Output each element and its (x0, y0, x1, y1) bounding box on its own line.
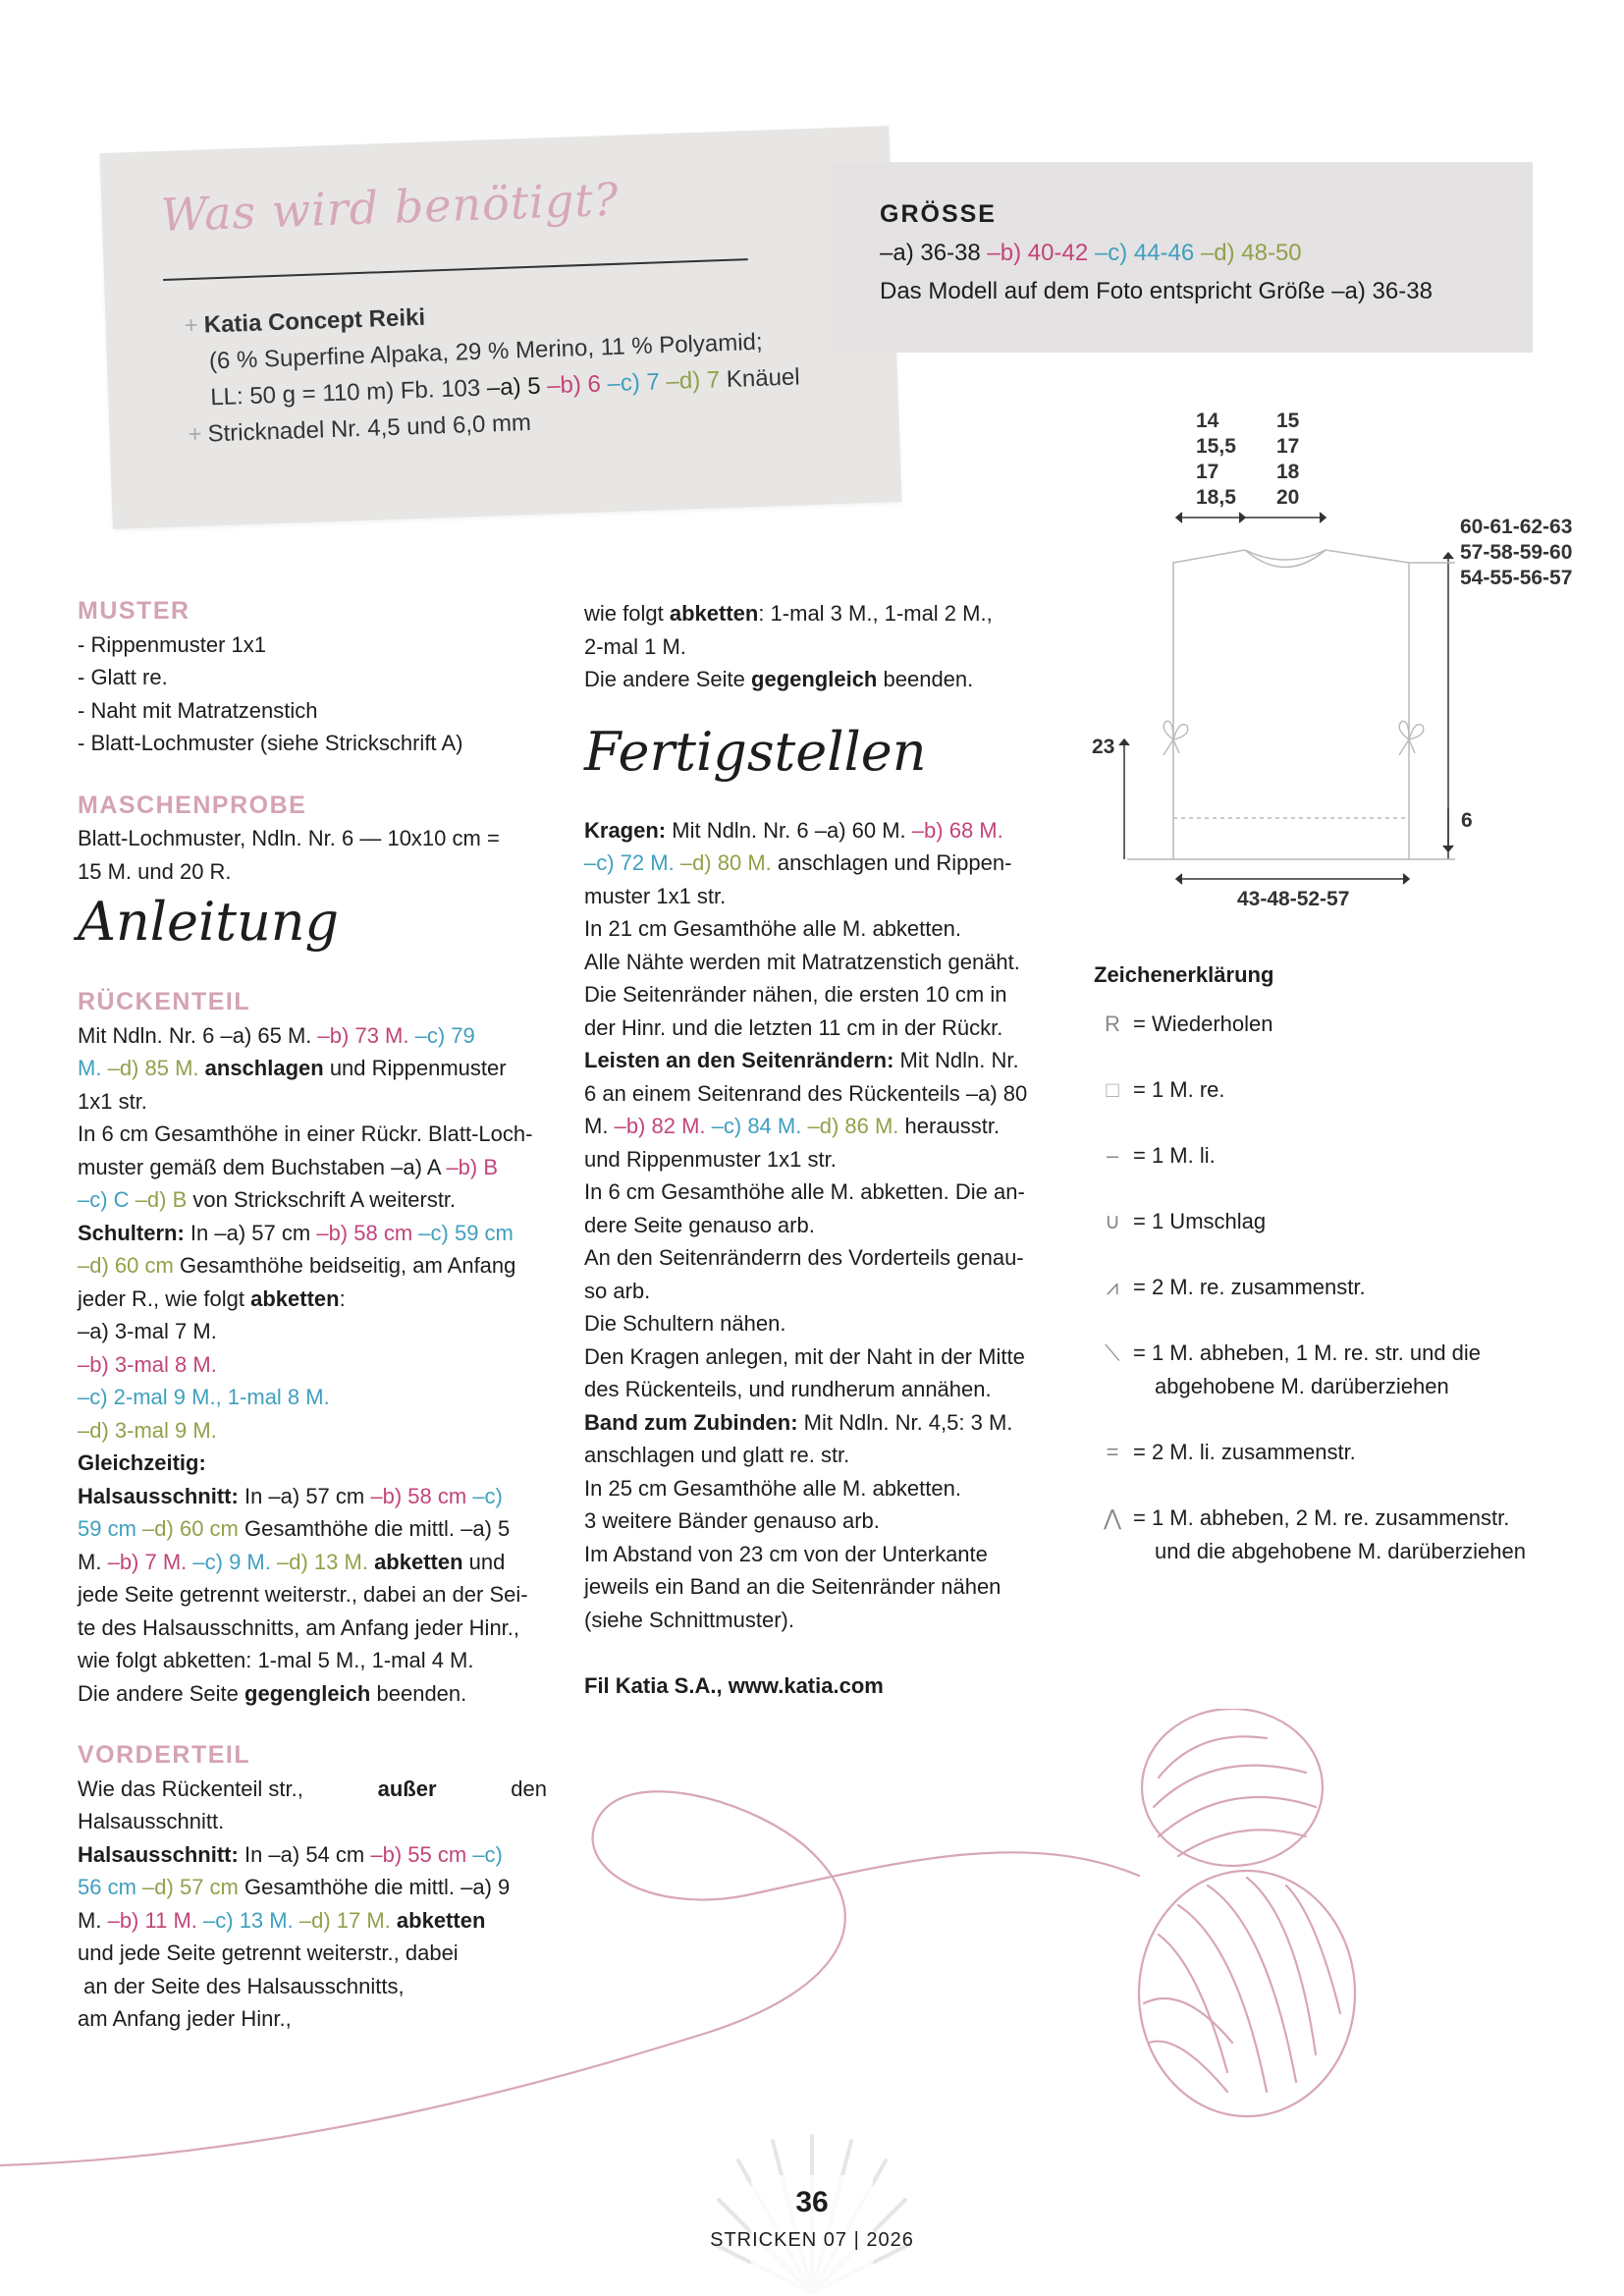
text-line: Leisten an den Seitenrändern: Mit Ndln. Nr. (584, 1048, 1019, 1072)
legend-text: = 2 M. re. zusammenstr. (1133, 1275, 1366, 1299)
text-line: In 25 cm Gesamthöhe alle M. abketten. (584, 1475, 961, 1501)
neck-label-b: 15,5 (1196, 435, 1236, 458)
k2tog-icon: ⩘ (1106, 1275, 1119, 1299)
text-line: wie folgt abketten: 1-mal 5 M., 1-mal 4 M. (78, 1648, 474, 1672)
text-line: jeweils ein Band an die Seitenränder nähen (584, 1574, 1001, 1599)
text-line: (siehe Schnittmuster). (584, 1607, 794, 1632)
muster-heading: MUSTER (78, 597, 190, 625)
text-line: Den Kragen anlegen, mit der Naht in der Mitte (584, 1343, 1025, 1369)
materials-list (184, 286, 801, 453)
maschenprobe-line: 15 M. und 20 R. (78, 858, 232, 884)
yarn-b: –b) 6 (546, 370, 602, 400)
size-box (833, 162, 1533, 353)
text-line: Im Abstand von 23 cm von der Unterkante (584, 1541, 988, 1566)
materials-card (100, 126, 902, 529)
shoulder-label-d: 20 (1276, 486, 1300, 509)
purl-dash-icon: – (1106, 1143, 1119, 1168)
text-line: und Rippenmuster 1x1 str. (584, 1146, 837, 1172)
length-label-1: 60-61-62-63 (1460, 516, 1573, 538)
text-line: 3 weitere Bänder genauso arb. (584, 1508, 880, 1533)
text-line: und jede Seite getrennt weiterstr., dabei (78, 1941, 459, 1965)
shoulder-label-a: 15 (1276, 410, 1300, 432)
legend-text: = 1 M. re. (1133, 1077, 1225, 1102)
text-line: jede Seite getrennt weiterstr., dabei an der Sei- (78, 1582, 528, 1607)
size-b: –b) 40-42 (987, 240, 1089, 266)
yarn-ball-bottom (1139, 1871, 1355, 2116)
text-line: 2-mal 1 M. (584, 633, 686, 659)
legend-text-line2: und die abgehobene M. darüberziehen (1155, 1539, 1526, 1563)
sk2p-icon: ⋀ (1103, 1505, 1122, 1530)
needle-info: Stricknadel Nr. 4,5 und 6,0 mm (207, 409, 532, 448)
legend-text: = 1 M. li. (1133, 1143, 1216, 1168)
credit-line: Fil Katia S.A., www.katia.com (584, 1673, 884, 1698)
muster-item: - Naht mit Matratzenstich (78, 697, 318, 723)
legend-item-repeat (1094, 1008, 1604, 1041)
yarn-name: Katia Concept Reiki (203, 303, 426, 339)
length-label-3: 54-55-56-57 (1460, 567, 1573, 589)
text-line: Alle Nähte werden mit Matratzenstich genäht. (584, 949, 1020, 974)
text-line: anschlagen und glatt re. str. (584, 1443, 850, 1467)
yarn-unit: Knäuel (726, 363, 801, 394)
length-label-2: 57-58-59-60 (1460, 541, 1573, 564)
legend-text: = 1 Umschlag (1133, 1209, 1267, 1233)
yarn-a: –a) 5 (486, 372, 542, 402)
fertigstellen-title: Fertigstellen (584, 720, 927, 783)
text-line: Wie das Rückenteil str., außer den (78, 1776, 547, 1801)
text-line: Schultern: In –a) 57 cm –b) 58 cm –c) 59 cm (78, 1220, 514, 1245)
size-list (880, 234, 1433, 272)
yarn-c: –c) 7 (607, 368, 661, 398)
legend-item-sk2p (1094, 1502, 1604, 1568)
neck-label-c: 17 (1196, 461, 1219, 483)
text-line: M. –b) 82 M. –c) 84 M. –d) 86 M. herausstr. (584, 1114, 1001, 1138)
text-line: Mit Ndln. Nr. 6 –a) 65 M. –b) 73 M. –c) 79 (78, 1022, 475, 1048)
p2tog-icon: = (1106, 1440, 1119, 1464)
text-line: so arb. (584, 1278, 651, 1303)
size-note: Das Modell auf dem Foto entspricht Größe –a) 36-38 (880, 278, 1433, 304)
muster-item: - Blatt-Lochmuster (siehe Strickschrift A) (78, 731, 463, 755)
size-a: –a) 36-38 (880, 240, 981, 266)
yarn-composition: (6 % Superfine Alpaka, 29 % Merino, 11 % Polyamid; (208, 328, 764, 375)
legend-item-skp (1094, 1337, 1604, 1403)
vorderteil-heading: VORDERTEIL (78, 1741, 251, 1769)
legend-text (1133, 1337, 1481, 1403)
text-line: te des Halsausschnitts, am Anfang jeder Hinr., (78, 1614, 520, 1640)
text-line: Gleichzeitig: (78, 1450, 206, 1475)
text-line: 59 cm –d) 60 cm Gesamthöhe die mittl. –a) 5 (78, 1516, 511, 1541)
size-heading: GRÖSSE (880, 200, 997, 228)
text-line: Die Seitenränder nähen, die ersten 10 cm in (584, 982, 1007, 1007)
text-line: wie folgt abketten: 1-mal 3 M., 1-mal 2 M., (584, 601, 993, 626)
text-line: –d) 60 cm Gesamthöhe beidseitig, am Anfang (78, 1253, 516, 1278)
legend-item-p2tog (1094, 1436, 1604, 1469)
legend-text-line2: abgehobene M. darüberziehen (1155, 1374, 1449, 1398)
legend-item-k2tog (1094, 1271, 1604, 1304)
text-line: am Anfang jeder Hinr., (78, 2006, 292, 2031)
legend-title: Zeichenerklärung (1094, 962, 1274, 987)
legend-text: = Wiederholen (1133, 1011, 1273, 1036)
text-line: muster gemäß dem Buchstaben –a) A –b) B (78, 1154, 499, 1179)
text-line: Halsausschnitt: In –a) 54 cm –b) 55 cm –c) (78, 1841, 503, 1867)
legend-text-line1: = 1 M. abheben, 2 M. re. zusammenstr. (1133, 1505, 1510, 1530)
legend-text-line1: = 1 M. abheben, 1 M. re. str. und die (1133, 1340, 1482, 1365)
repeat-symbol-icon: R (1105, 1011, 1120, 1036)
tie-bows (1164, 721, 1424, 755)
shoulder-label-c: 18 (1276, 461, 1300, 483)
text-line: der Hinr. und die letzten 11 cm in der Rückr. (584, 1014, 1003, 1040)
tie-height-label: 23 (1092, 736, 1115, 758)
plus-icon: + (184, 311, 199, 340)
title-underline (163, 258, 748, 281)
text-line: –b) 3-mal 8 M. (78, 1351, 217, 1377)
knit-square-icon: □ (1106, 1077, 1119, 1102)
muster-item: - Rippenmuster 1x1 (78, 631, 266, 657)
shoulder-label-b: 17 (1276, 435, 1300, 458)
size-d: –d) 48-50 (1200, 240, 1302, 266)
text-line: M. –d) 85 M. anschlagen und Rippenmuster (78, 1056, 507, 1080)
text-line: An den Seitenränderrn des Vorderteils genau- (584, 1245, 1024, 1270)
text-line: M. –b) 11 M. –c) 13 M. –d) 17 M. abketten (78, 1907, 486, 1933)
skp-icon: ⟍ (1105, 1340, 1120, 1365)
plus-icon: + (188, 420, 203, 449)
legend-item-purl (1094, 1139, 1604, 1173)
text-line: Die andere Seite gegengleich beenden. (584, 667, 974, 691)
legend-item-knit (1094, 1073, 1604, 1107)
middle-column (584, 597, 1056, 1703)
text-line: In 6 cm Gesamthöhe in einer Rückr. Blatt-Loch- (78, 1121, 533, 1146)
legend-text (1133, 1502, 1526, 1568)
text-line: an der Seite des Halsausschnitts, (78, 1973, 405, 1998)
text-line: M. –b) 7 M. –c) 9 M. –d) 13 M. abketten und (78, 1549, 506, 1574)
text-line: –c) 72 M. –d) 80 M. anschlagen und Rippen- (584, 850, 1012, 875)
text-line: jeder R., wie folgt abketten: (78, 1285, 346, 1311)
legend (1094, 958, 1604, 1568)
yarnover-icon: ∪ (1104, 1209, 1121, 1233)
text-line: Halsausschnitt. (78, 1809, 225, 1833)
yarn-ll: LL: 50 g = 110 m) Fb. 103 (209, 374, 481, 411)
legend-item-yarnover (1094, 1205, 1604, 1238)
text-line: –a) 3-mal 7 M. (78, 1319, 217, 1343)
maschenprobe-heading: MASCHENPROBE (78, 791, 307, 819)
legend-text: = 2 M. li. zusammenstr. (1133, 1440, 1356, 1464)
anleitung-title: Anleitung (78, 891, 340, 953)
yarn-d: –d) 7 (666, 366, 721, 396)
text-line: –c) 2-mal 9 M., 1-mal 8 M. (78, 1385, 330, 1409)
text-line: –d) 3-mal 9 M. (78, 1417, 217, 1443)
neck-label-a: 14 (1196, 410, 1219, 432)
rib-height-label: 6 (1461, 809, 1473, 832)
issue-label: STRICKEN 07 | 2026 (710, 2229, 914, 2251)
text-line: des Rückenteils, und rundherum annähen. (584, 1377, 992, 1401)
maschenprobe-line: Blatt-Lochmuster, Ndln. Nr. 6 — 10x10 cm = (78, 826, 500, 850)
sweater-schematic (1070, 398, 1600, 928)
text-line: 6 an einem Seitenrand des Rückenteils –a) 80 (584, 1080, 1028, 1106)
sweater-outline (1127, 550, 1455, 859)
materials-title: Was wird benötigt? (159, 172, 621, 242)
text-line: Die andere Seite gegengleich beenden. (78, 1680, 467, 1706)
text-line: Halsausschnitt: In –a) 57 cm –b) 58 cm –c) (78, 1483, 503, 1508)
size-c: –c) 44-46 (1094, 240, 1195, 266)
width-label: 43-48-52-57 (1237, 888, 1350, 910)
text-line: 56 cm –d) 57 cm Gesamthöhe die mittl. –a) 9 (78, 1875, 511, 1899)
text-line: In 21 cm Gesamthöhe alle M. abketten. (584, 916, 961, 941)
neck-label-d: 18,5 (1196, 486, 1236, 509)
text-line: Band zum Zubinden: Mit Ndln. Nr. 4,5: 3 M. (584, 1409, 1013, 1435)
yarn-ball-top (1142, 1709, 1323, 1866)
text-line: Die Schultern nähen. (584, 1311, 786, 1336)
rueckenteil-heading: RÜCKENTEIL (78, 988, 251, 1015)
text-line: In 6 cm Gesamthöhe alle M. abketten. Die an- (584, 1179, 1025, 1204)
text-line: Kragen: Mit Ndln. Nr. 6 –a) 60 M. –b) 68 M. (584, 817, 1003, 843)
text-line: –c) C –d) B von Strickschrift A weiterstr. (78, 1187, 457, 1212)
page-number: 36 (795, 2186, 829, 2218)
muster-item: - Glatt re. (78, 665, 168, 689)
text-line: 1x1 str. (78, 1088, 147, 1114)
text-line: muster 1x1 str. (584, 883, 727, 908)
text-line: dere Seite genauso arb. (584, 1212, 815, 1237)
yarn-illustration (0, 1709, 1624, 2180)
